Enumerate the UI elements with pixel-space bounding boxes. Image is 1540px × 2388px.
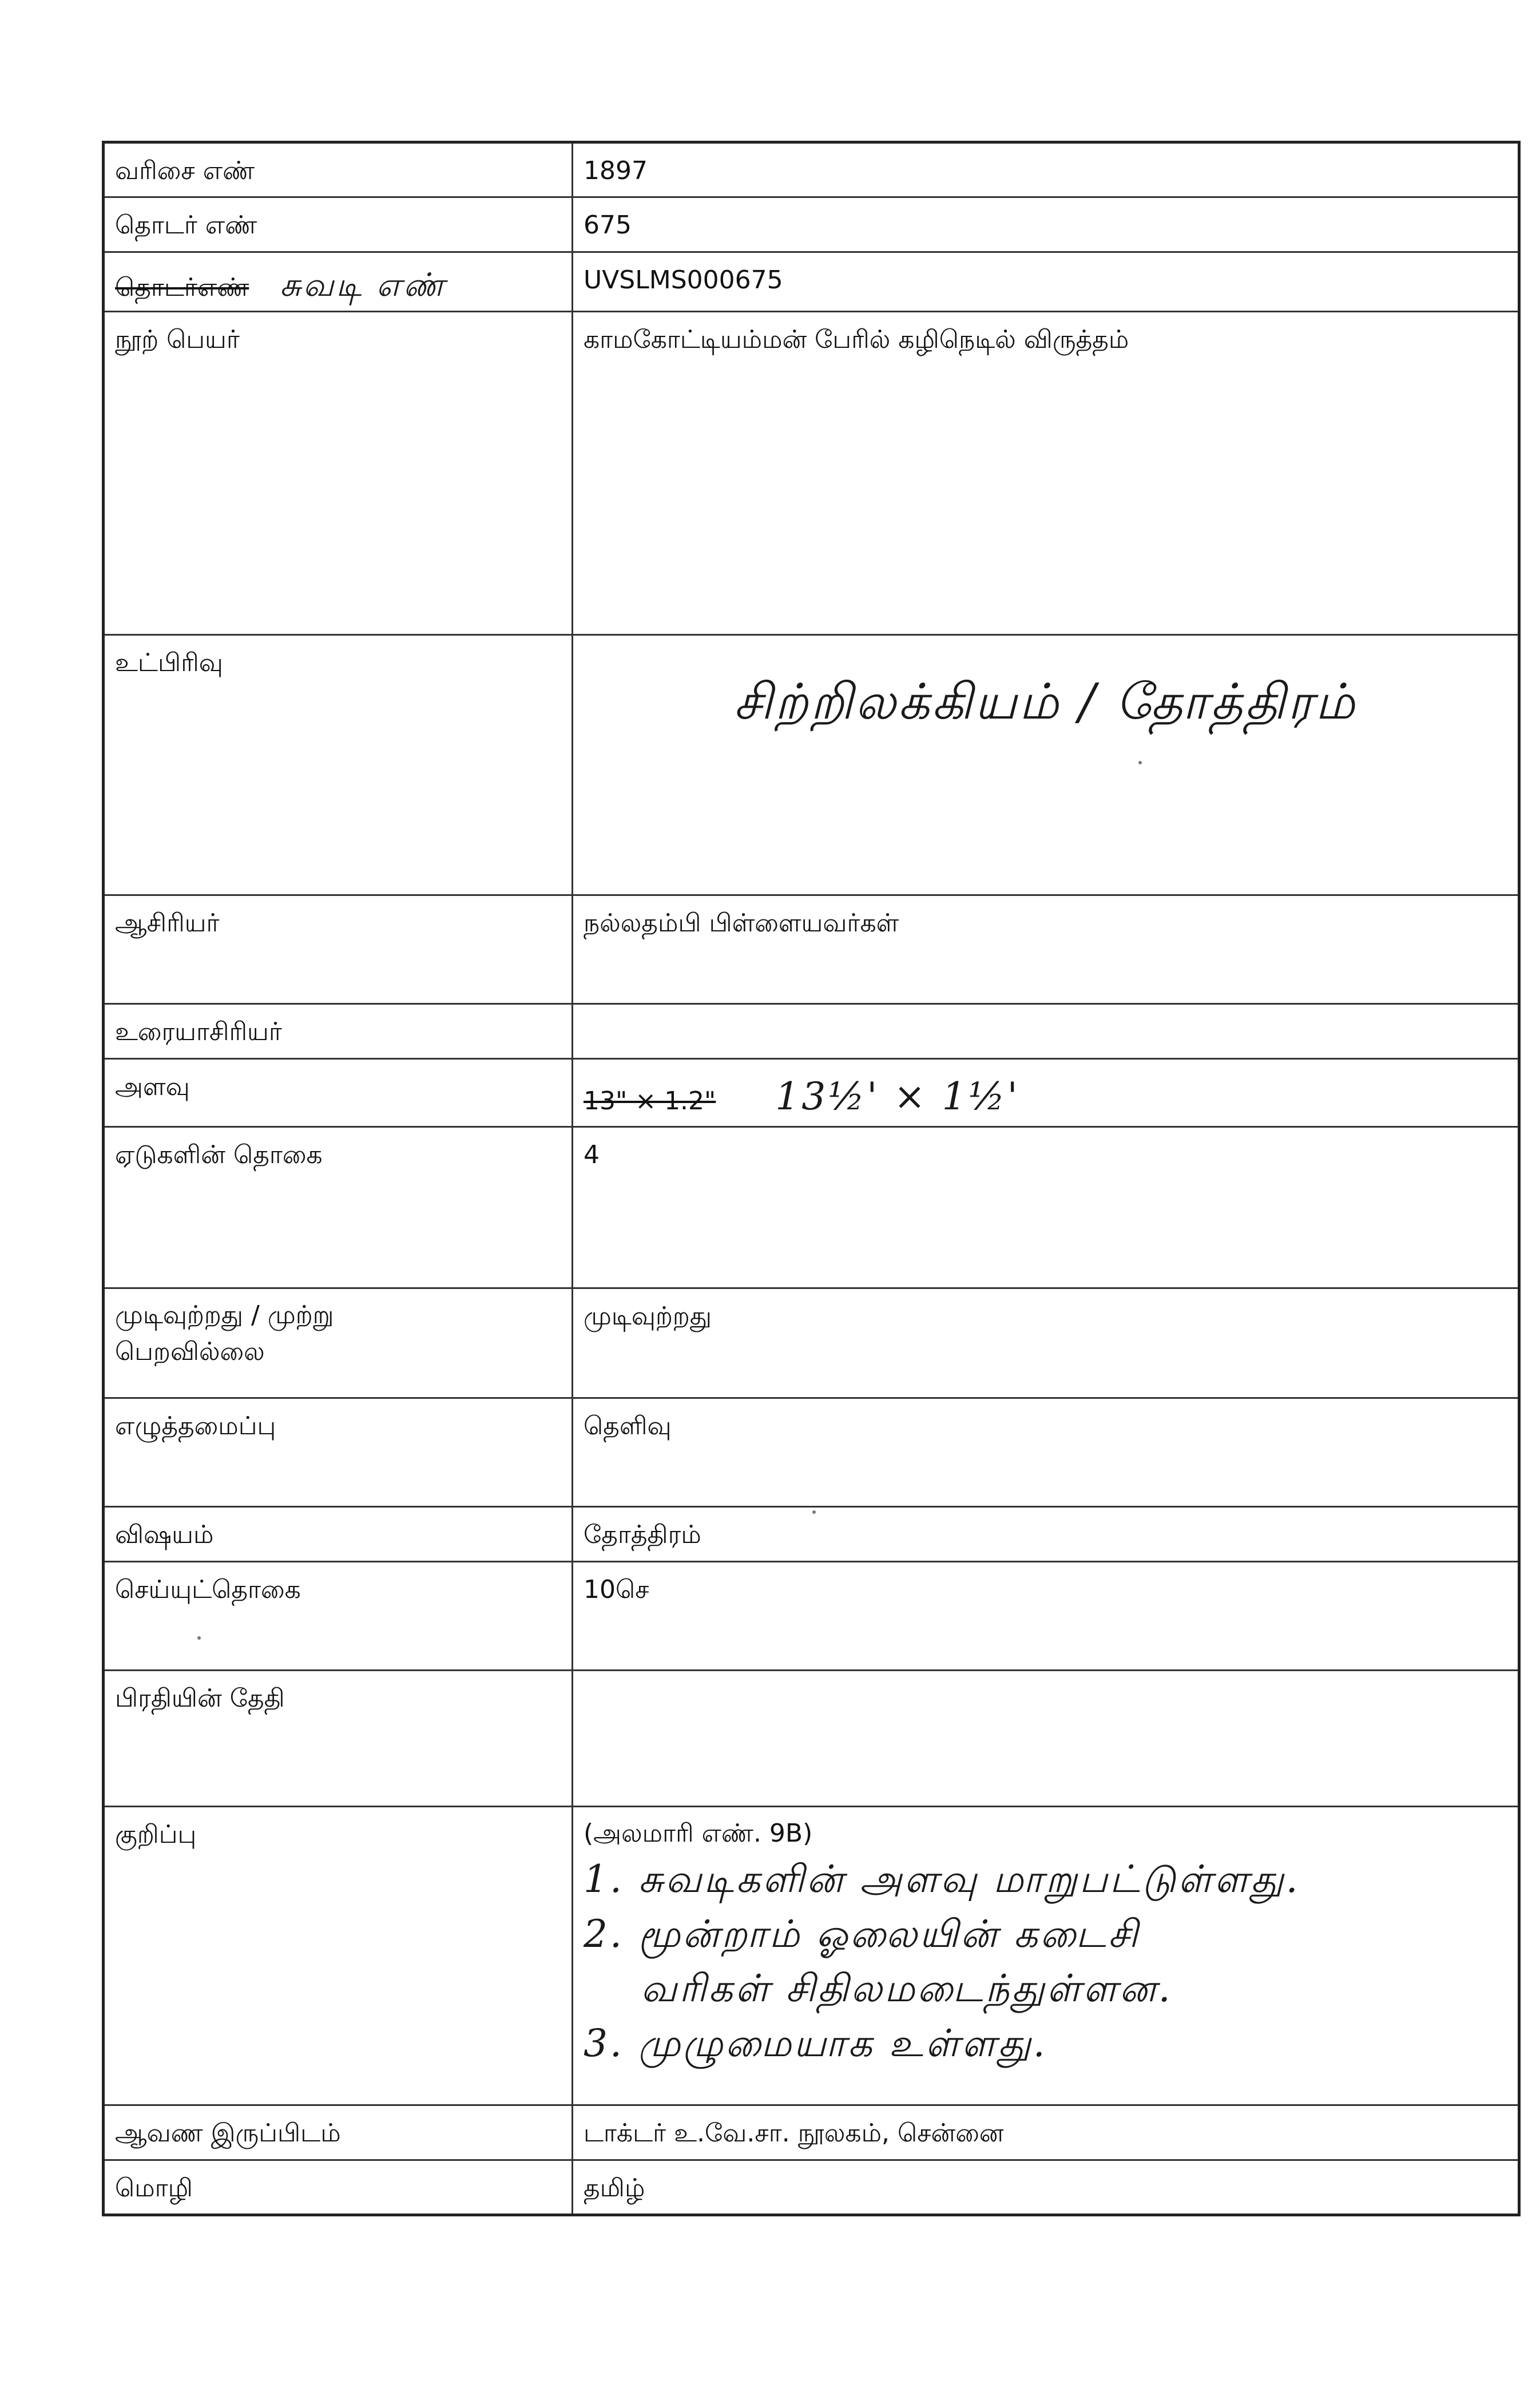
completeness-label-cell: [104, 1288, 573, 1398]
row-language: [104, 2160, 1519, 2215]
row-bundle-no: [104, 252, 1519, 312]
subject-value: தோத்திரம்: [573, 1507, 1519, 1562]
row-copy-date: [104, 1671, 1519, 1807]
notes-handwritten-line: வரிகள் சிதிலமடைந்துள்ளன.: [641, 1966, 1173, 2011]
catalog-sheet: [102, 141, 1526, 2203]
verse-count-label: செய்யுட்தொகை: [104, 1562, 573, 1671]
language-label: மொழி: [104, 2160, 573, 2215]
notes-handwritten-line: 2. மூன்றாம் ஓலையின் கடைசி: [584, 1911, 1140, 1956]
row-script: [104, 1398, 1519, 1507]
bundle-no-struck-label: தொடர்எண்: [115, 273, 249, 302]
subject-label: விஷயம்: [104, 1507, 573, 1562]
row-completeness: [104, 1288, 1519, 1398]
repository-value: டாக்டர் உ.வே.சா. நூலகம், சென்னை: [573, 2105, 1519, 2160]
bundle-no-handwritten-label: சுவடி எண்: [280, 267, 447, 304]
row-subject: [104, 1507, 1519, 1562]
size-handwritten-value: 13½' × 1½': [775, 1074, 1020, 1118]
title-value: காமகோட்டியம்மன் பேரில் கழிநெடில் விருத்தம்: [573, 311, 1519, 634]
notes-handwritten-line: 1. சுவடிகளின் அளவு மாறுபட்டுள்ளது.: [584, 1857, 1300, 1901]
bundle-no-value: UVSLMS000675: [573, 252, 1519, 312]
row-verse-count: [104, 1562, 1519, 1671]
row-serial-no: [104, 142, 1519, 197]
row-subcategory: [104, 634, 1519, 895]
notes-cupboard-value: (அலமாரி எண். 9B): [584, 1819, 813, 1848]
row-size: [104, 1058, 1519, 1126]
row-author: [104, 895, 1519, 1003]
language-value: தமிழ்: [573, 2160, 1519, 2215]
subcategory-label: உட்பிரிவு: [104, 634, 573, 895]
row-notes: [104, 1807, 1519, 2105]
completeness-label-line1: முடிவுற்றது / முற்று: [115, 1300, 334, 1330]
size-value-cell: [573, 1058, 1519, 1126]
row-repository: [104, 2105, 1519, 2160]
series-no-value: 675: [573, 197, 1519, 252]
copy-date-label: பிரதியின் தேதி: [104, 1671, 573, 1807]
manuscript-record-table: [102, 141, 1521, 2216]
size-label: அளவு: [104, 1058, 573, 1126]
scan-speck: [1138, 761, 1142, 764]
scan-speck: [197, 1636, 201, 1640]
scan-speck: [812, 1510, 816, 1514]
completeness-value: முடிவுற்றது: [573, 1288, 1519, 1398]
subcategory-handwritten-value: சிற்றிலக்கியம் / தோத்திரம்: [733, 673, 1358, 731]
title-label: நூற் பெயர்: [104, 311, 573, 634]
commentator-label: உரையாசிரியர்: [104, 1003, 573, 1058]
bundle-no-label-cell: [104, 252, 573, 312]
serial-no-label: வரிசை எண்: [104, 142, 573, 197]
row-title: [104, 311, 1519, 634]
leaf-count-value: 4: [573, 1127, 1519, 1288]
script-label: எழுத்தமைப்பு: [104, 1398, 573, 1507]
commentator-value: [573, 1003, 1519, 1058]
repository-label: ஆவண இருப்பிடம்: [104, 2105, 573, 2160]
verse-count-value: 10செ: [573, 1562, 1519, 1671]
copy-date-value: [573, 1671, 1519, 1807]
leaf-count-label: ஏடுகளின் தொகை: [104, 1127, 573, 1288]
author-value: நல்லதம்பி பிள்ளையவர்கள்: [573, 895, 1519, 1003]
serial-no-value: 1897: [573, 142, 1519, 197]
script-value: தெளிவு: [573, 1398, 1519, 1507]
notes-handwritten-line: 3. முழுமையாக உள்ளது.: [584, 2021, 1047, 2065]
completeness-label-line2: பெறவில்லை: [115, 1336, 265, 1366]
subcategory-value-cell: [573, 634, 1519, 895]
row-series-no: [104, 197, 1519, 252]
row-leaf-count: [104, 1127, 1519, 1288]
series-no-label: தொடர் எண்: [104, 197, 573, 252]
notes-value-cell: [573, 1807, 1519, 2105]
size-struck-value: 13" × 1.2": [584, 1086, 716, 1116]
row-commentator: [104, 1003, 1519, 1058]
notes-label: குறிப்பு: [104, 1807, 573, 2105]
author-label: ஆசிரியர்: [104, 895, 573, 1003]
